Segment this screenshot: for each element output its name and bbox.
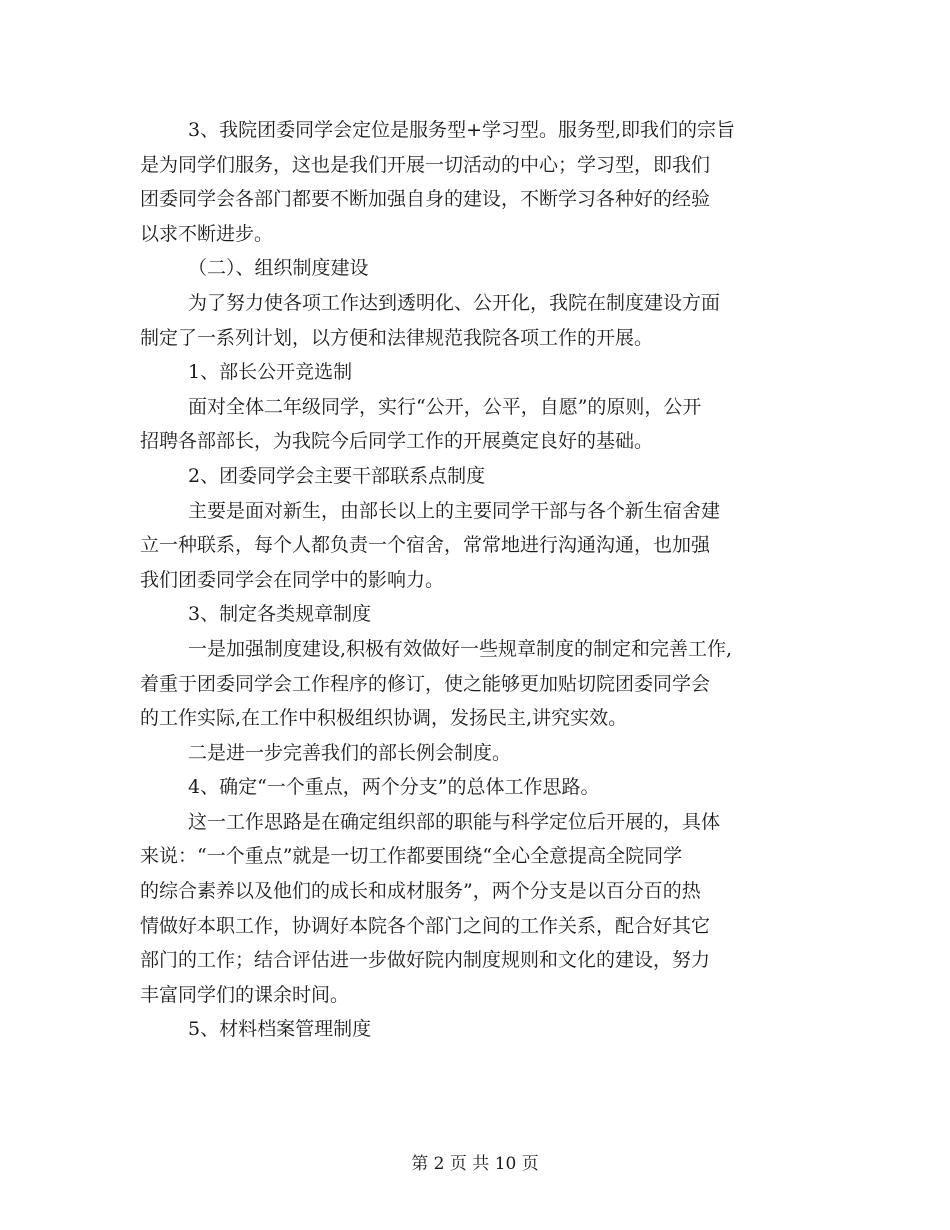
text-line: 1、部长公开竞选制 [188, 361, 353, 384]
text-line: 以求不断进步。 [140, 222, 274, 245]
text-line: 的工作实际,在工作中积极组织协调，发扬民主,讲究实效。 [140, 707, 628, 730]
text-line: 面对全体二年级同学，实行“公开，公平，自愿”的原则，公开 [188, 395, 702, 418]
text-line: 情做好本职工作，协调好本院各个部门之间的工作关系，配合好其它 [140, 914, 711, 937]
text-line: 主要是面对新生，由部长以上的主要同学干部与各个新生宿舍建 [188, 499, 721, 522]
text-line: 一是加强制度建设,积极有效做好一些规章制度的制定和完善工作, [188, 637, 733, 660]
text-line: 立一种联系，每个人都负责一个宿舍，常常地进行沟通沟通，也加强 [140, 534, 711, 557]
text-line: 制定了一系列计划，以方便和法律规范我院各项工作的开展。 [140, 326, 654, 349]
text-line: 招聘各部部长，为我院今后同学工作的开展奠定良好的基础。 [140, 430, 654, 453]
text-line: 为了努力使各项工作达到透明化、公开化，我院在制度建设方面 [188, 291, 721, 314]
page-footer: 第 2 页 共 10 页 [411, 1154, 539, 1174]
text-line: 的综合素养以及他们的成长和成材服务”，两个分支是以百分百的热 [140, 880, 701, 903]
text-line: 3、制定各类规章制度 [188, 603, 372, 626]
text-line: 2、团委同学会主要干部联系点制度 [188, 464, 486, 487]
text-line: 是为同学们服务，这也是我们开展一切活动的中心；学习型，即我们 [140, 153, 711, 176]
text-line: 丰富同学们的课余时间。 [140, 983, 350, 1006]
text-line: 这一工作思路是在确定组织部的职能与科学定位后开展的，具体 [188, 810, 721, 833]
text-line: 5、材料档案管理制度 [188, 1018, 372, 1041]
text-line: 团委同学会各部门都要不断加强自身的建设，不断学习各种好的经验 [140, 188, 711, 211]
text-line: 来说：“一个重点”就是一切工作都要围绕“全心全意提高全院同学 [140, 845, 683, 868]
text-line: 4、确定“一个重点，两个分支”的总体工作思路。 [188, 776, 600, 799]
text-line: 着重于团委同学会工作程序的修订，使之能够更加贴切院团委同学会 [140, 672, 711, 695]
text-line: 3、我院团委同学会定位是服务型+学习型。服务型,即我们的宗旨 [188, 119, 736, 141]
text-line: 二是进一步完善我们的部长例会制度。 [188, 741, 512, 764]
document-body [140, 113, 808, 1047]
text-line: 我们团委同学会在同学中的影响力。 [140, 568, 445, 591]
text-line: 部门的工作；结合评估进一步做好院内制度规则和文化的建设，努力 [140, 949, 711, 972]
text-line: （二）、组织制度建设 [188, 257, 369, 280]
